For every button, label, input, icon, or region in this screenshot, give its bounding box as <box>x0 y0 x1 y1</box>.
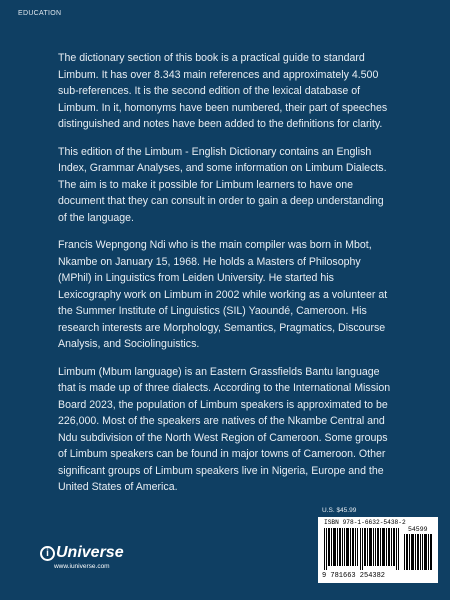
logo-wordmark <box>40 544 124 562</box>
iuniverse-icon: i <box>40 546 55 561</box>
publisher-url: www.iuniverse.com <box>53 563 110 570</box>
barcode-digits: 9 781663 254382 <box>322 572 386 580</box>
category-label: EDUCATION <box>18 10 62 17</box>
publisher-logo <box>40 544 124 570</box>
publisher-name: Universe <box>56 544 124 561</box>
paragraph-author-bio: Francis Wepngong Ndi who is the main compiler was born in Mbot, Nkambe on January 15, 1968. He holds a Masters of Philosophy (MPhil) in Linguistics from Leiden University. He started his Lexicography work on Limbum in 2002 while working as a volunteer at the Summer Institute of Linguistics (SIL) Yaoundé, Cameroon. His research interests are Morphology, Semantics, Pragmatics, Discourse Analysis, and Sociolinguistics. <box>58 239 388 350</box>
description-text <box>58 50 394 507</box>
paragraph-dictionary-overview: The dictionary section of this book is a practical guide to standard Limbum. It has over 8.343 main references and approximately 4.500 sub-references. It is the second edition of the lexical database of Limbum. In it, homonyms have been numbered, their part of speeches distinguished and notes have been added to the definitions for clarity. <box>58 52 388 130</box>
barcode <box>318 517 438 583</box>
paragraph-language-info: Limbum (Mbum language) is an Eastern Grassfields Bantu language that is made up of three dialects. According to the International Mission Board 2023, the population of Limbum speakers is approximated to be 226,000. Most of the speakers are natives of the Nkambe Central and Ndu subdivision of the North West Region of Cameroon. Some groups of Limbum speakers can be found in major towns of Cameroon. Other significant groups of Limbum speakers live in Nigeria, Europe and the United States of America. <box>58 365 391 493</box>
barcode-bars-icon <box>324 528 400 570</box>
barcode-addon-number: 54599 <box>408 526 428 533</box>
isbn-text: ISBN 978-1-6632-5438-2 <box>324 519 406 526</box>
paragraph-edition-contents: This edition of the Limbum - English Dictionary contains an English Index, Grammar Analyses, and some information on Limbum Dialects. The aim is to make it possible for Limbum learners to have one document that they can consult in order to gain a deep understanding of the language. <box>58 145 387 224</box>
price-label: U.S. $45.99 <box>322 507 357 514</box>
addon-bars-icon <box>404 534 432 570</box>
